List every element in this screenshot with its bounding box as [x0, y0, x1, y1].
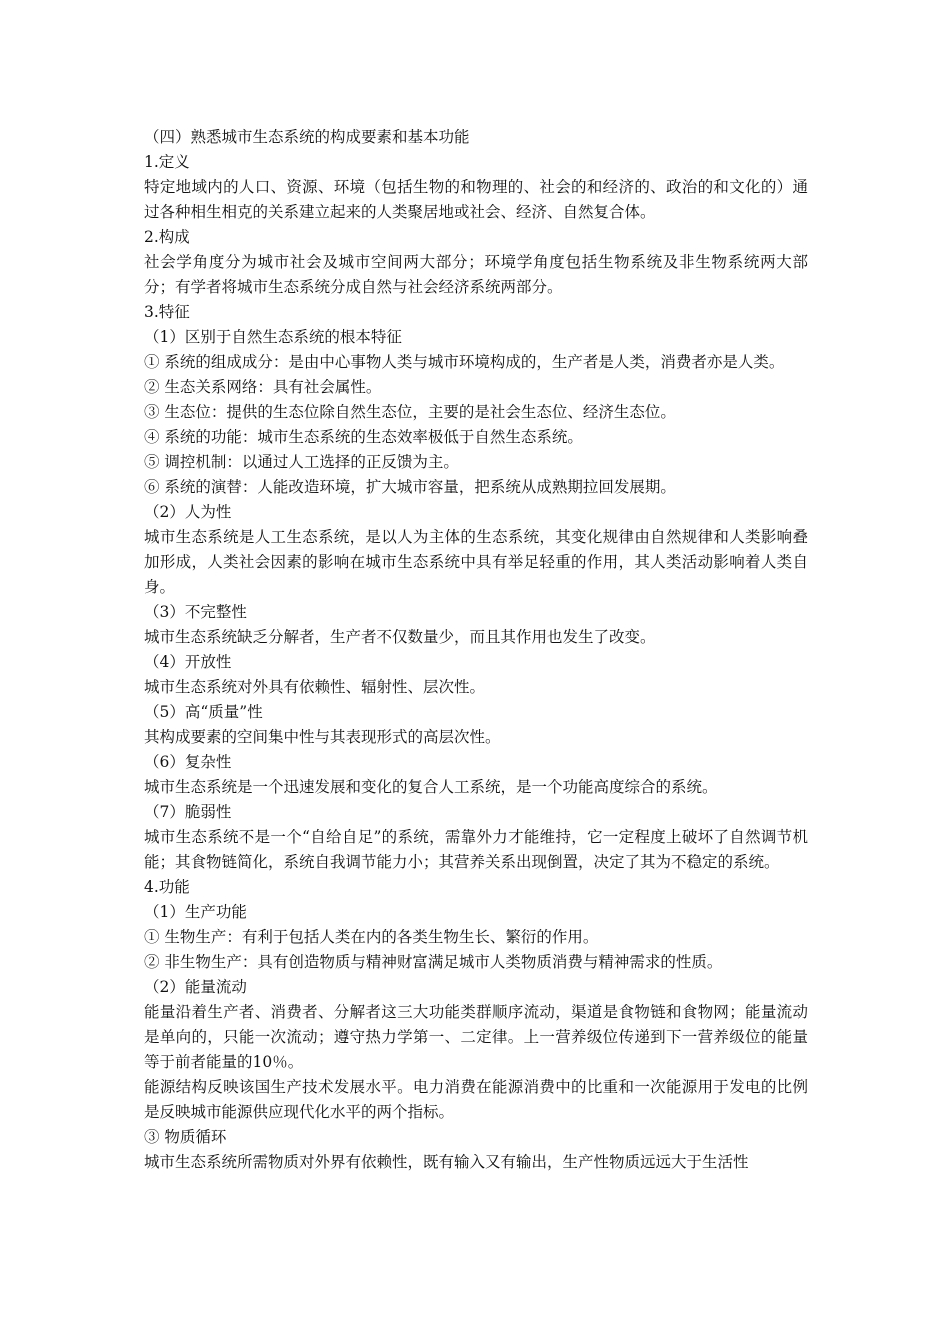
paragraph-incompleteness: 城市生态系统缺乏分解者，生产者不仅数量少，而且其作用也发生了改变。 [144, 628, 656, 646]
list-item: ① 系统的组成成分：是由中心事物人类与城市环境构成的，生产者是人类，消费者亦是人类。 [144, 353, 785, 371]
paragraph-high-quality: 其构成要素的空间集中性与其表现形式的高层次性。 [144, 728, 501, 746]
list-item: ② 非生物生产：具有创造物质与精神财富满足城市人类物质消费与精神需求的性质。 [144, 953, 723, 971]
feature-heading-7: （7）脆弱性 [144, 803, 232, 821]
paragraph-energy-flow: 能量沿着生产者、消费者、分解者这三大功能类群顺序流动，渠道是食物链和食物网；能量流动是单向的，只能一次流动；遵守热力学第一、二定律。上一营养级位传递到下一营养级位的能量等于前者能量的10％。 [144, 1003, 808, 1071]
list-item: ② 生态关系网络：具有社会属性。 [144, 378, 382, 396]
feature-heading-4: （4）开放性 [144, 653, 232, 671]
feature-heading-5: （5）高“质量”性 [144, 703, 263, 721]
feature-heading-6: （6）复杂性 [144, 753, 232, 771]
paragraph-complexity: 城市生态系统是一个迅速发展和变化的复合人工系统，是一个功能高度综合的系统。 [144, 778, 718, 796]
list-item: ③ 生态位：提供的生态位除自然生态位，主要的是社会生态位、经济生态位。 [144, 403, 676, 421]
function-heading-2: （2）能量流动 [144, 978, 247, 996]
paragraph-fragility: 城市生态系统不是一个“自给自足”的系统，需靠外力才能维持，它一定程度上破坏了自然调节机能；其食物链简化，系统自我调节能力小；其营养关系出现倒置，决定了其为不稳定的系统。 [144, 828, 808, 871]
feature-heading-3: （3）不完整性 [144, 603, 247, 621]
document-page [144, 125, 808, 1175]
subsection-heading-definition: 1.定义 [144, 153, 190, 171]
paragraph-material-cycle: 城市生态系统所需物质对外界有依赖性，既有输入又有输出，生产性物质远远大于生活性 [144, 1153, 749, 1171]
paragraph-composition: 社会学角度分为城市社会及城市空间两大部分；环境学角度包括生物系统及非生物系统两大部分；有学者将城市生态系统分成自然与社会经济系统两部分。 [144, 253, 808, 296]
list-item: ① 生物生产：有利于包括人类在内的各类生物生长、繁衍的作用。 [144, 928, 599, 946]
paragraph-energy-structure: 能源结构反映该国生产技术发展水平。电力消费在能源消费中的比重和一次能源用于发电的比例是反映城市能源供应现代化水平的两个指标。 [144, 1078, 808, 1121]
list-item: ④ 系统的功能：城市生态系统的生态效率极低于自然生态系统。 [144, 428, 583, 446]
section-heading: （四）熟悉城市生态系统的构成要素和基本功能 [144, 128, 470, 146]
subsection-heading-composition: 2.构成 [144, 228, 190, 246]
function-heading-3: ③ 物质循环 [144, 1128, 227, 1146]
paragraph-artificiality: 城市生态系统是人工生态系统，是以人为主体的生态系统，其变化规律由自然规律和人类影响叠加形成，人类社会因素的影响在城市生态系统中具有举足轻重的作用，其人类活动影响着人类自身。 [144, 528, 808, 596]
feature-heading-2: （2）人为性 [144, 503, 232, 521]
paragraph-definition: 特定地域内的人口、资源、环境（包括生物的和物理的、社会的和经济的、政治的和文化的）通过各种相生相克的关系建立起来的人类聚居地或社会、经济、自然复合体。 [144, 178, 808, 221]
list-item: ⑥ 系统的演替：人能改造环境，扩大城市容量，把系统从成熟期拉回发展期。 [144, 478, 676, 496]
list-item: ⑤ 调控机制：以通过人工选择的正反馈为主。 [144, 453, 459, 471]
subsection-heading-features: 3.特征 [144, 303, 190, 321]
paragraph-openness: 城市生态系统对外具有依赖性、辐射性、层次性。 [144, 678, 486, 696]
subsection-heading-functions: 4.功能 [144, 878, 190, 896]
function-heading-1: （1）生产功能 [144, 903, 247, 921]
feature-heading-1: （1）区别于自然生态系统的根本特征 [144, 328, 402, 346]
